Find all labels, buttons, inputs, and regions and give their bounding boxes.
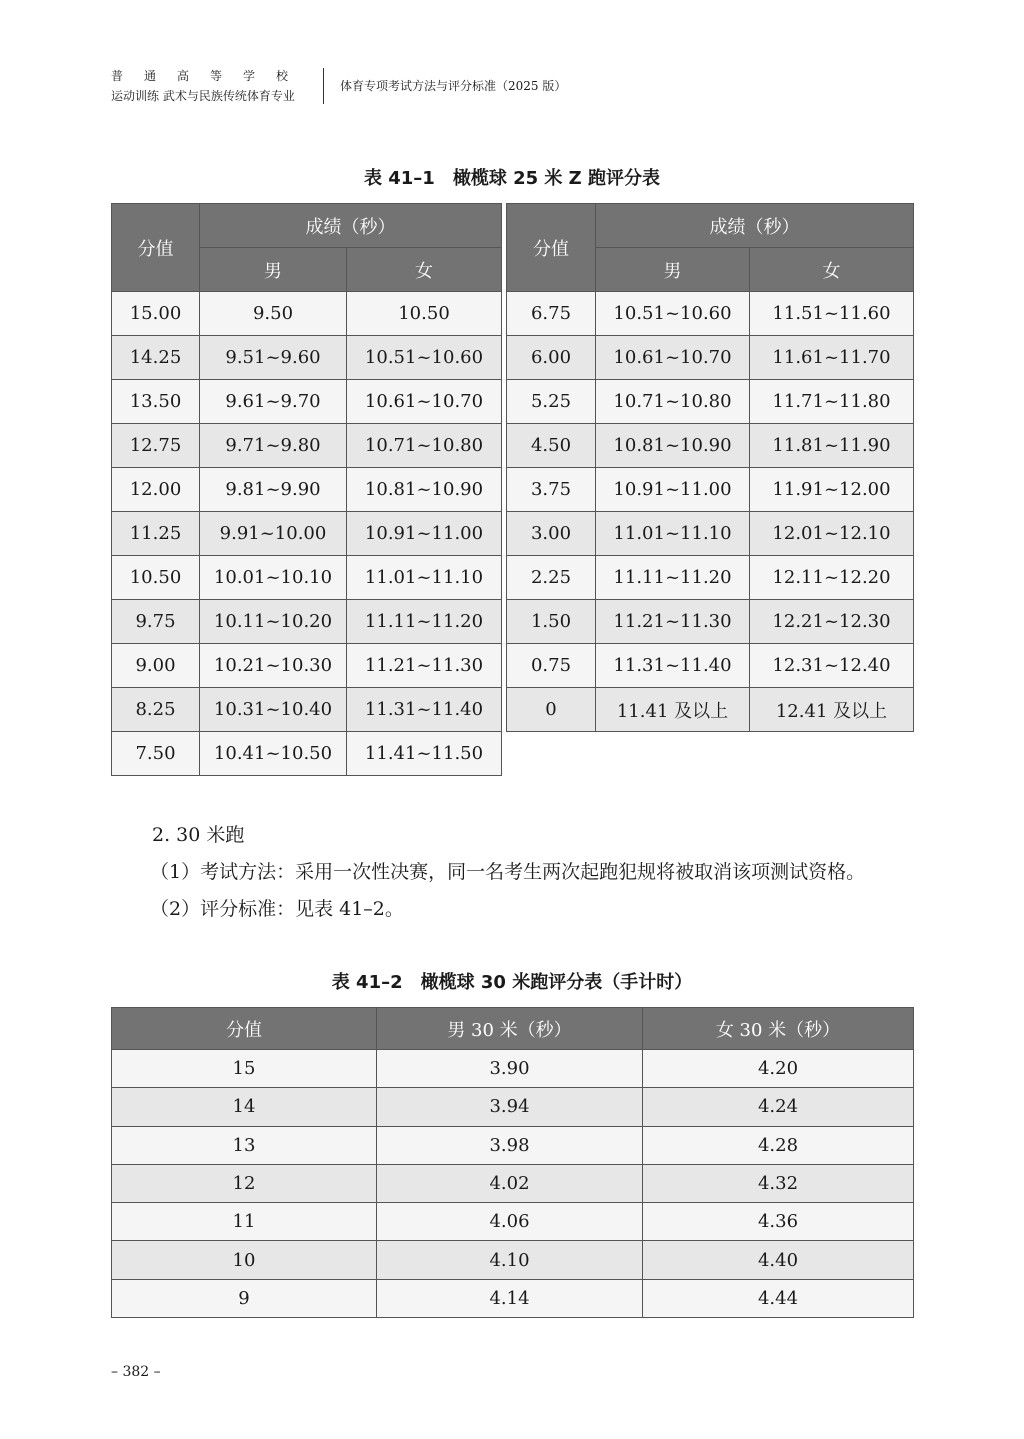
table-cell: 6.00 (507, 336, 596, 380)
table-cell: 11.91~12.00 (750, 468, 914, 512)
table-cell: 12.75 (112, 424, 200, 468)
table1-left-male-header: 男 (200, 248, 347, 292)
table1-right-result-header: 成绩（秒） (596, 204, 914, 248)
table-cell: 4.36 (643, 1203, 914, 1241)
table-cell: 4.06 (377, 1203, 643, 1241)
table-row (112, 644, 502, 688)
table-cell: 12.01~12.10 (750, 512, 914, 556)
table-cell: 10.51~10.60 (347, 336, 502, 380)
table-cell: 10.71~10.80 (596, 380, 750, 424)
table-cell: 12.11~12.20 (750, 556, 914, 600)
table-cell: 9.50 (200, 292, 347, 336)
table-row (507, 336, 914, 380)
table-row (112, 1088, 914, 1126)
table-row (507, 600, 914, 644)
table-cell: 13.50 (112, 380, 200, 424)
table-row (112, 1050, 914, 1088)
table-cell: 15.00 (112, 292, 200, 336)
table-cell: 10.11~10.20 (200, 600, 347, 644)
table-cell: 0 (507, 688, 596, 732)
table1-left-result-header: 成绩（秒） (200, 204, 502, 248)
table-row (507, 380, 914, 424)
table-cell: 4.32 (643, 1164, 914, 1202)
table-cell: 5.25 (507, 380, 596, 424)
table-cell: 6.75 (507, 292, 596, 336)
table1-right (506, 203, 914, 732)
table-cell: 11.41 及以上 (596, 688, 750, 732)
table-cell: 3.90 (377, 1050, 643, 1088)
table-row (507, 644, 914, 688)
table-row (112, 336, 502, 380)
table-cell: 4.14 (377, 1279, 643, 1317)
page-number: – 382 – (111, 1364, 161, 1380)
table1-left-score-header: 分值 (112, 204, 200, 292)
table-row (112, 1203, 914, 1241)
table-cell: 10.91~11.00 (596, 468, 750, 512)
table-cell: 10.61~10.70 (347, 380, 502, 424)
table-cell: 9.75 (112, 600, 200, 644)
table-row (112, 1126, 914, 1164)
table-cell: 4.50 (507, 424, 596, 468)
table-row (112, 1164, 914, 1202)
table-row (112, 556, 502, 600)
section-heading: 2. 30 米跑 (152, 824, 245, 846)
table-cell: 3.98 (377, 1126, 643, 1164)
table-cell: 12.31~12.40 (750, 644, 914, 688)
table-cell: 11.51~11.60 (750, 292, 914, 336)
table1-caption: 表 41–1 橄榄球 25 米 Z 跑评分表 (363, 168, 660, 189)
table1-left-female-header: 女 (347, 248, 502, 292)
table-cell: 11.11~11.20 (596, 556, 750, 600)
table-cell: 3.75 (507, 468, 596, 512)
table-cell: 10.61~10.70 (596, 336, 750, 380)
table-cell: 14.25 (112, 336, 200, 380)
table-row (507, 468, 914, 512)
table-cell: 3.00 (507, 512, 596, 556)
table-cell: 12.00 (112, 468, 200, 512)
table-row (112, 512, 502, 556)
table-cell: 10.41~10.50 (200, 732, 347, 776)
table-cell: 4.28 (643, 1126, 914, 1164)
table-cell: 11.25 (112, 512, 200, 556)
table-cell: 10.50 (347, 292, 502, 336)
table-cell: 11.11~11.20 (347, 600, 502, 644)
table1-right-female-header: 女 (750, 248, 914, 292)
table-cell: 10.81~10.90 (347, 468, 502, 512)
header-divider (323, 68, 324, 104)
table2-male-header: 男 30 米（秒） (377, 1008, 643, 1050)
table-cell: 14 (112, 1088, 377, 1126)
table-cell: 4.02 (377, 1164, 643, 1202)
table-cell: 10.51~10.60 (596, 292, 750, 336)
table-cell: 9.81~9.90 (200, 468, 347, 512)
table-cell: 11.61~11.70 (750, 336, 914, 380)
table-cell: 9.91~10.00 (200, 512, 347, 556)
table-cell: 8.25 (112, 688, 200, 732)
table-cell: 1.50 (507, 600, 596, 644)
table-cell: 12.41 及以上 (750, 688, 914, 732)
table1-right-male-header: 男 (596, 248, 750, 292)
table-row (507, 424, 914, 468)
table-row (112, 732, 502, 776)
table-row (112, 468, 502, 512)
table-cell: 4.10 (377, 1241, 643, 1279)
table-cell: 10.01~10.10 (200, 556, 347, 600)
header-major: 运动训练 武术与民族传统体育专业 (111, 89, 295, 103)
table1-right-score-header: 分值 (507, 204, 596, 292)
table-row (112, 424, 502, 468)
table2-caption: 表 41–2 橄榄球 30 米跑评分表（手计时） (331, 972, 693, 993)
table-cell: 10.81~10.90 (596, 424, 750, 468)
table-row (507, 556, 914, 600)
table-row (112, 688, 502, 732)
table-cell: 11.31~11.40 (347, 688, 502, 732)
table-cell: 9.61~9.70 (200, 380, 347, 424)
table-row (112, 292, 502, 336)
table-cell: 4.44 (643, 1279, 914, 1317)
table2 (111, 1007, 914, 1318)
table-cell: 11 (112, 1203, 377, 1241)
exam-method-text: （1）考试方法：采用一次性决赛，同一名考生两次起跑犯规将被取消该项测试资格。 (150, 861, 866, 883)
table-cell: 10.31~10.40 (200, 688, 347, 732)
table-cell: 9.71~9.80 (200, 424, 347, 468)
table-cell: 11.71~11.80 (750, 380, 914, 424)
table2-score-header: 分值 (112, 1008, 377, 1050)
table-cell: 7.50 (112, 732, 200, 776)
table-cell: 11.01~11.10 (347, 556, 502, 600)
table-cell: 10.91~11.00 (347, 512, 502, 556)
table-cell: 4.40 (643, 1241, 914, 1279)
table-cell: 3.94 (377, 1088, 643, 1126)
table-cell: 11.81~11.90 (750, 424, 914, 468)
table-cell: 11.41~11.50 (347, 732, 502, 776)
table-cell: 10.50 (112, 556, 200, 600)
table-cell: 11.31~11.40 (596, 644, 750, 688)
table-cell: 13 (112, 1126, 377, 1164)
table-row (112, 1241, 914, 1279)
table-row (112, 380, 502, 424)
table-cell: 10.21~10.30 (200, 644, 347, 688)
table-cell: 4.24 (643, 1088, 914, 1126)
table-row (507, 688, 914, 732)
table-row (112, 600, 502, 644)
table-cell: 15 (112, 1050, 377, 1088)
header-left (111, 66, 311, 106)
table1-left (111, 203, 502, 776)
table-cell: 12 (112, 1164, 377, 1202)
table-cell: 0.75 (507, 644, 596, 688)
table-cell: 10 (112, 1241, 377, 1279)
table2-female-header: 女 30 米（秒） (643, 1008, 914, 1050)
table-cell: 11.21~11.30 (347, 644, 502, 688)
table-cell: 9 (112, 1279, 377, 1317)
table-row (507, 292, 914, 336)
table-row (112, 1279, 914, 1317)
table-cell: 10.71~10.80 (347, 424, 502, 468)
table-cell: 12.21~12.30 (750, 600, 914, 644)
table-cell: 4.20 (643, 1050, 914, 1088)
header-school: 普通高等学校 (111, 69, 310, 83)
table-cell: 11.21~11.30 (596, 600, 750, 644)
table-cell: 9.51~9.60 (200, 336, 347, 380)
table-cell: 2.25 (507, 556, 596, 600)
scoring-standard-text: （2）评分标准：见表 41–2。 (150, 898, 404, 920)
table-cell: 9.00 (112, 644, 200, 688)
table-cell: 11.01~11.10 (596, 512, 750, 556)
table-row (507, 512, 914, 556)
header-book-title: 体育专项考试方法与评分标准（2025 版） (340, 79, 567, 93)
